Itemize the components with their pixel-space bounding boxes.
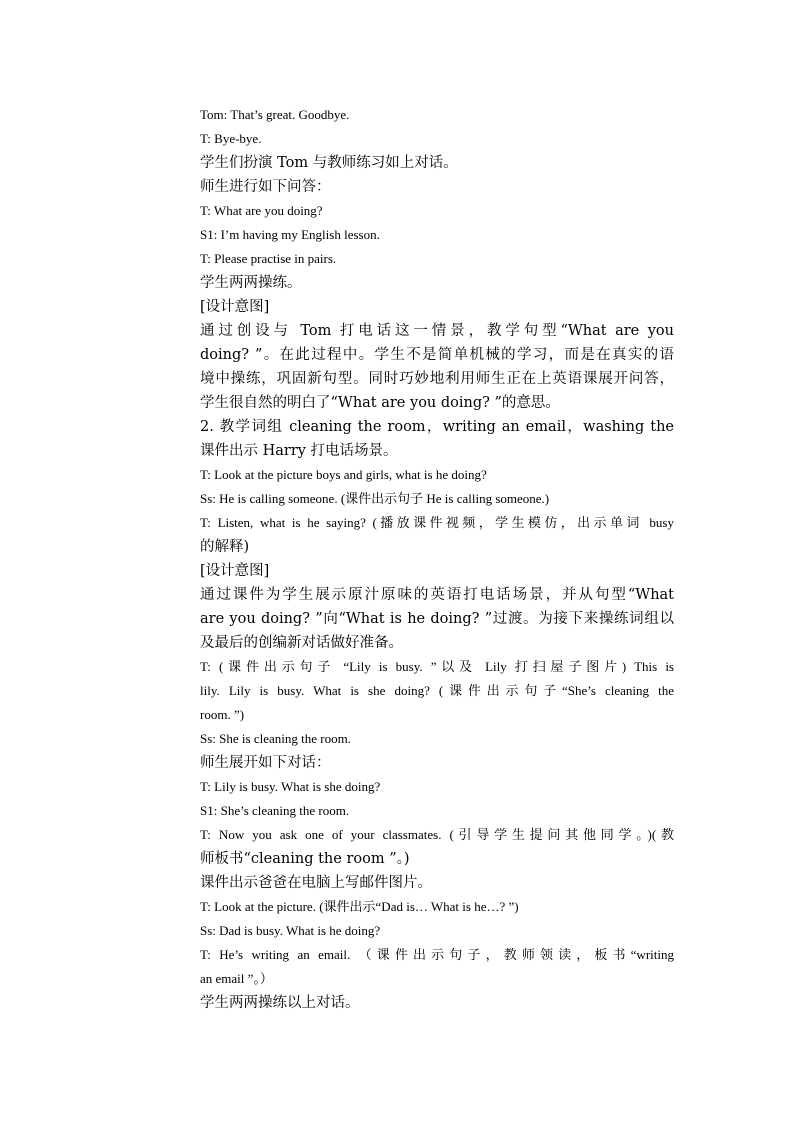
section-heading: [设计意图]	[200, 563, 270, 579]
dialogue-line: T: Please practise in pairs.	[200, 251, 337, 266]
dialogue-line: T: Lily is busy. What is she doing?	[200, 779, 381, 794]
dialogue-line: T: (课件出示句子 “Lily is busy. ”以及 Lily 打扫屋子图片) This is	[200, 659, 674, 674]
paragraph-line: 通过创设与 Tom 打电话这一情景，教学句型“What are you	[200, 323, 674, 339]
paragraph-line: 通过课件为学生展示原汁原味的英语打电话场景，并从句型“What	[200, 587, 674, 603]
narrative-line: 师生展开如下对话：	[200, 755, 331, 771]
dialogue-line: T: He’s writing an email. （课件出示句子，教师领读，板书“writing	[200, 947, 674, 962]
dialogue-line: T: What are you doing?	[200, 203, 323, 218]
dialogue-line: T: Listen, what is he saying? (播放课件视频，学生模仿，出示单词 busy	[200, 515, 674, 530]
dialogue-line: room. ”)	[200, 707, 245, 722]
narrative-line: 课件出示 Harry 打电话场景。	[200, 443, 398, 459]
dialogue-line: T: Bye-bye.	[200, 131, 262, 146]
dialogue-line: lily. Lily is busy. What is she doing? (课件出示句子“She’s cleaning the	[200, 683, 674, 698]
dialogue-line: 的解释)	[200, 539, 250, 555]
dialogue-line: T: Look at the picture boys and girls, what is he doing?	[200, 467, 487, 482]
paragraph-line: 及最后的创编新对话做好准备。	[200, 635, 403, 651]
dialogue-line: S1: She’s cleaning the room.	[200, 803, 350, 818]
dialogue-line: Ss: She is cleaning the room.	[200, 731, 351, 746]
narrative-line: 学生两两操练以上对话。	[200, 995, 360, 1011]
document-page	[200, 103, 674, 1015]
dialogue-line: Ss: Dad is busy. What is he doing?	[200, 923, 381, 938]
narrative-line: 师生进行如下问答：	[200, 179, 331, 195]
dialogue-line: T: Look at the picture. (课件出示“Dad is… What is he…? ”)	[200, 899, 519, 914]
dialogue-line: Tom: That’s great. Goodbye.	[200, 107, 350, 122]
step-heading: 2. 教学词组 cleaning the room，writing an email，washing the	[200, 419, 674, 435]
narrative-line: 学生们扮演 Tom 与教师练习如上对话。	[200, 155, 458, 171]
dialogue-line: 师板书“cleaning the room ”。)	[200, 851, 410, 867]
section-heading: [设计意图]	[200, 299, 270, 315]
paragraph-line: are you doing? ”向“What is he doing? ”过渡。为接下来操练词组以	[200, 611, 674, 627]
dialogue-line: an email ”。）	[200, 971, 273, 986]
narrative-line: 课件出示爸爸在电脑上写邮件图片。	[200, 875, 432, 891]
paragraph-line: doing? ”。在此过程中。学生不是简单机械的学习，而是在真实的语	[200, 347, 674, 363]
paragraph-line: 学生很自然的明白了“What are you doing? ”的意思。	[200, 395, 560, 411]
dialogue-line: Ss: He is calling someone. (课件出示句子 He is calling someone.)	[200, 491, 550, 506]
narrative-line: 学生两两操练。	[200, 275, 302, 291]
dialogue-line: T: Now you ask one of your classmates. (引导学生提问其他同学。)(教	[200, 827, 674, 842]
paragraph-line: 境中操练，巩固新句型。同时巧妙地利用师生正在上英语课展开问答，	[200, 371, 674, 387]
dialogue-line: S1: I’m having my English lesson.	[200, 227, 380, 242]
